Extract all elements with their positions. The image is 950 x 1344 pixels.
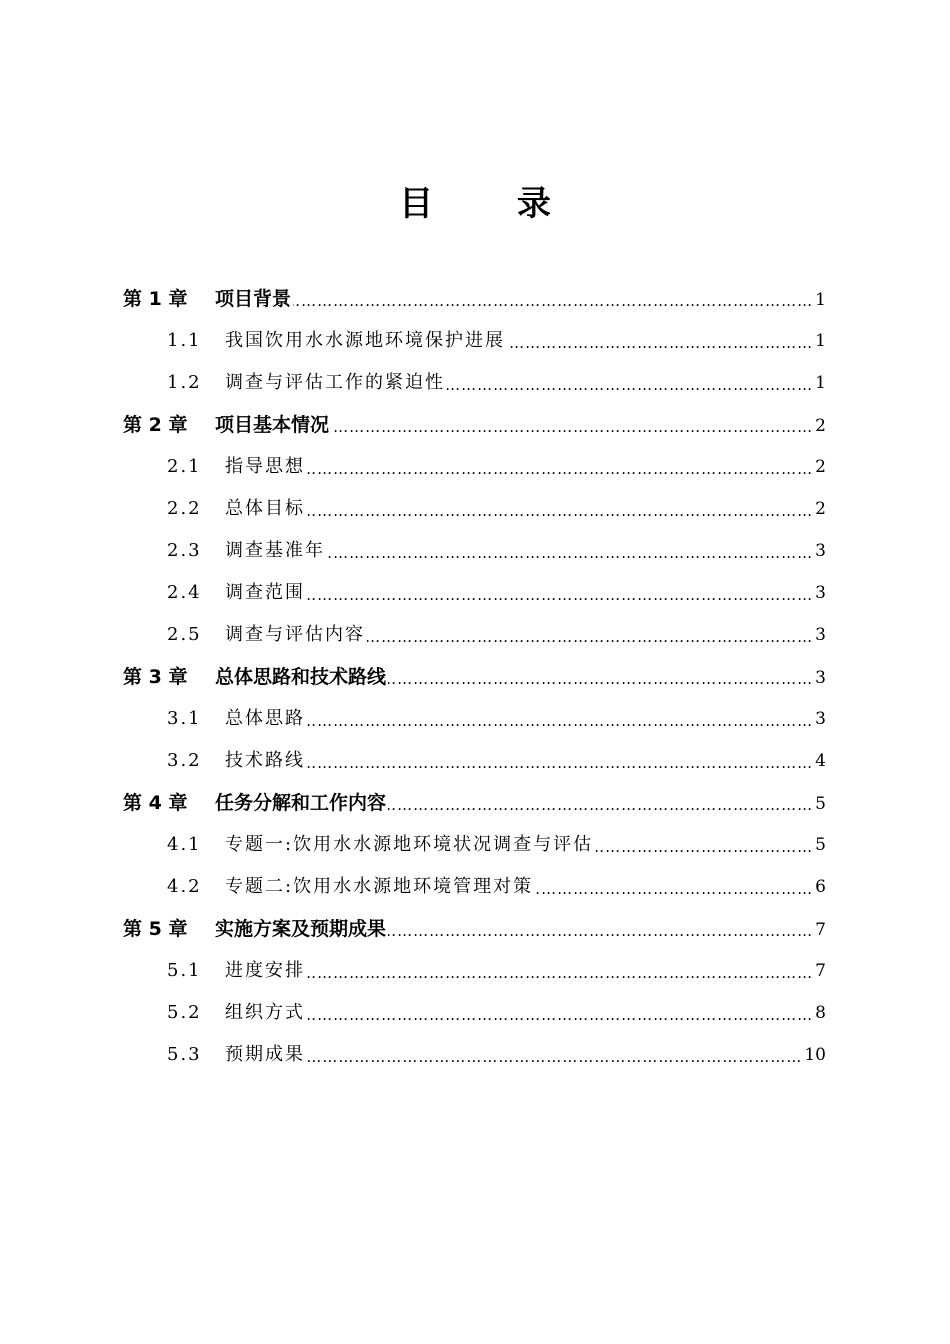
- toc-entry-number: 5.3: [167, 1044, 202, 1065]
- toc-entry-section-3-1[interactable]: [167, 698, 826, 740]
- toc-entry-page: 3: [815, 541, 826, 561]
- toc-entry-section-2-1[interactable]: [167, 446, 826, 488]
- toc-entry-page: 3: [815, 668, 826, 688]
- toc-entry-title: 调查基准年: [225, 540, 325, 561]
- toc-entry-number: 1.1: [167, 330, 202, 351]
- toc-dot-leader: [307, 698, 813, 740]
- toc-entry-page: 5: [815, 835, 826, 855]
- toc-entry-page: 8: [815, 1003, 826, 1023]
- toc-dot-leader: [307, 446, 813, 488]
- toc-entry-number: 2.3: [167, 540, 202, 561]
- toc-entry-title: 进度安排: [225, 960, 305, 981]
- toc-entry-title: 项目基本情况: [215, 414, 330, 436]
- toc-entry-page: 1: [815, 373, 826, 393]
- toc-entry-section-4-2[interactable]: [167, 866, 826, 908]
- toc-dot-leader: [307, 740, 813, 782]
- toc-entry-page: 3: [815, 583, 826, 603]
- toc-dot-leader: [307, 488, 813, 530]
- toc-entry-number: 5.2: [167, 1002, 202, 1023]
- toc-entry-title: 调查与评估工作的紧迫性: [225, 372, 445, 393]
- toc-entry-chapter-2[interactable]: [123, 404, 826, 446]
- toc-entry-page: 3: [815, 709, 826, 729]
- toc-entry-title: 我国饮用水水源地环境保护进展: [225, 330, 505, 351]
- toc-entry-title: 专题一:饮用水水源地环境状况调查与评估: [225, 834, 594, 855]
- toc-entry-page: 10: [804, 1045, 826, 1065]
- toc-entry-number: 2.1: [167, 456, 202, 477]
- toc-entry-section-4-1[interactable]: [167, 824, 826, 866]
- toc-dot-leader: [367, 614, 813, 656]
- toc-entry-chapter-5[interactable]: [123, 908, 826, 950]
- toc-entry-page: 3: [815, 625, 826, 645]
- toc-entry-title: 总体思路: [225, 708, 305, 729]
- toc-entry-number: 4.1: [167, 834, 202, 855]
- toc-entry-number: 第 4 章: [123, 792, 188, 814]
- toc-entry-section-2-5[interactable]: [167, 614, 826, 656]
- toc-entry-number: 3.2: [167, 750, 202, 771]
- toc-entry-title: 指导思想: [225, 456, 305, 477]
- toc-entry-title: 技术路线: [225, 750, 305, 771]
- page-title: 目 录: [399, 184, 587, 224]
- toc-entry-number: 第 2 章: [123, 414, 188, 436]
- toc-dot-leader: [535, 866, 813, 908]
- toc-entry-number: 2.5: [167, 624, 202, 645]
- toc-entry-chapter-1[interactable]: [123, 278, 826, 320]
- toc-dot-leader: [327, 530, 813, 572]
- toc-entry-chapter-3[interactable]: [123, 656, 826, 698]
- toc-entry-section-2-2[interactable]: [167, 488, 826, 530]
- toc-entry-section-5-2[interactable]: [167, 992, 826, 1034]
- toc-entry-number: 第 3 章: [123, 666, 188, 688]
- toc-entry-number: 第 1 章: [123, 288, 188, 310]
- toc-entry-section-3-2[interactable]: [167, 740, 826, 782]
- toc-entry-title: 专题二:饮用水水源地环境管理对策: [225, 876, 534, 897]
- toc-entry-section-1-2[interactable]: [167, 362, 826, 404]
- toc-entry-title: 总体目标: [225, 498, 305, 519]
- toc-entry-page: 1: [815, 290, 826, 310]
- toc-dot-leader: [388, 656, 813, 698]
- toc-entry-page: 2: [815, 457, 826, 477]
- toc-dot-leader: [595, 824, 813, 866]
- toc-entry-number: 2.2: [167, 498, 202, 519]
- toc-entry-title: 调查与评估内容: [225, 624, 365, 645]
- toc-entry-number: 3.1: [167, 708, 202, 729]
- toc-entry-page: 4: [815, 751, 826, 771]
- toc-entry-section-5-3[interactable]: [167, 1034, 826, 1076]
- toc-entry-title: 项目背景: [215, 288, 292, 310]
- toc-entry-page: 2: [815, 416, 826, 436]
- toc-entry-page: 7: [815, 920, 826, 940]
- toc-entry-title: 调查范围: [225, 582, 305, 603]
- toc-entry-title: 实施方案及预期成果: [215, 918, 387, 940]
- toc-entry-title: 总体思路和技术路线: [215, 666, 387, 688]
- toc-entry-section-2-4[interactable]: [167, 572, 826, 614]
- toc-entry-page: 5: [815, 794, 826, 814]
- toc-dot-leader: [293, 278, 813, 320]
- toc-entry-section-1-1[interactable]: [167, 320, 826, 362]
- toc-entry-number: 5.1: [167, 960, 202, 981]
- toc-dot-leader: [388, 908, 813, 950]
- toc-entry-chapter-4[interactable]: [123, 782, 826, 824]
- toc-entry-title: 预期成果: [225, 1044, 305, 1065]
- toc-entry-number: 1.2: [167, 372, 202, 393]
- toc-entry-page: 6: [815, 877, 826, 897]
- toc-dot-leader: [388, 782, 813, 824]
- toc-entry-number: 2.4: [167, 582, 202, 603]
- toc-entry-title: 任务分解和工作内容: [215, 792, 387, 814]
- toc-dot-leader: [307, 992, 813, 1034]
- toc-entry-page: 7: [815, 961, 826, 981]
- toc-dot-leader: [307, 950, 813, 992]
- toc-entry-section-5-1[interactable]: [167, 950, 826, 992]
- toc-dot-leader: [507, 320, 813, 362]
- toc-dot-leader: [307, 572, 813, 614]
- toc-dot-leader: [307, 1034, 802, 1076]
- toc-entry-number: 第 5 章: [123, 918, 188, 940]
- toc-dot-leader: [331, 404, 813, 446]
- toc-entry-title: 组织方式: [225, 1002, 305, 1023]
- toc-entry-page: 2: [815, 499, 826, 519]
- toc-dot-leader: [447, 362, 813, 404]
- toc-entry-page: 1: [815, 331, 826, 351]
- toc-entry-number: 4.2: [167, 876, 202, 897]
- toc-entry-section-2-3[interactable]: [167, 530, 826, 572]
